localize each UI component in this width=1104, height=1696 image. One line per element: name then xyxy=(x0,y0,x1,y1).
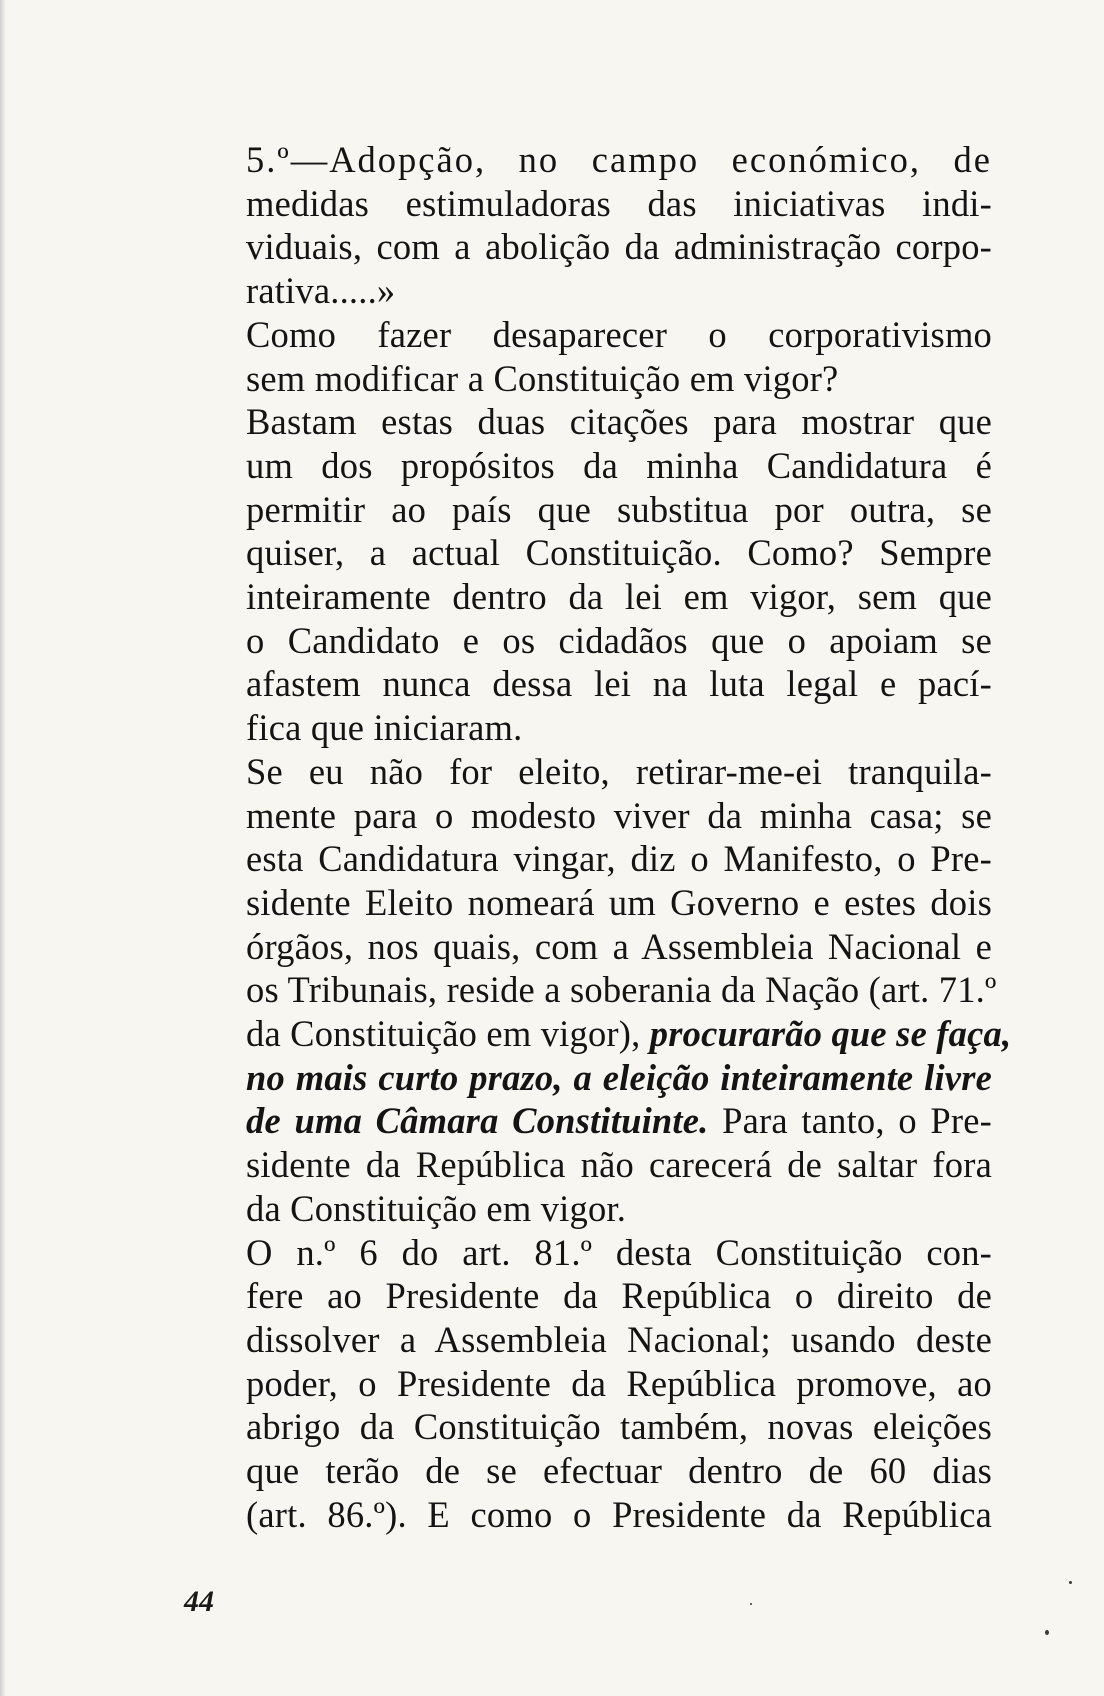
text-line: inteiramente dentro da lei em vigor, sem que xyxy=(246,576,992,618)
text-line: Como fazer desaparecer o corporativismo xyxy=(246,313,992,355)
emphasis-text: no mais curto prazo, a eleição inteiramente livre xyxy=(246,1056,992,1098)
text-line: (art. 86.º). E como o Presidente da República xyxy=(246,1493,992,1535)
text-line: quiser, a actual Constituição. Como? Sempre xyxy=(246,532,992,574)
text-line: rativa.....» xyxy=(246,270,396,312)
text-line: sidente da República não carecerá de saltar fora xyxy=(246,1144,992,1186)
paragraph-4 xyxy=(186,750,1012,1231)
text-line: 5.º—Adopção, no campo económico, de xyxy=(246,139,992,180)
text-line: dissolver a Assembleia Nacional; usando deste xyxy=(246,1318,992,1360)
page-number: 44 xyxy=(184,1585,214,1618)
text-line: o Candidato e os cidadãos que o apoiam se xyxy=(246,619,992,661)
paragraph-3 xyxy=(186,400,992,750)
text-line xyxy=(186,1012,1012,1056)
text-line: da Constituição em vigor. xyxy=(246,1187,627,1229)
line-plain-part: da Constituição em vigor), xyxy=(246,1013,641,1055)
paragraph-5 xyxy=(186,1231,992,1537)
page-edge-shadow xyxy=(0,0,6,1696)
text-line: um dos propósitos da minha Candidatura é xyxy=(246,444,992,486)
text-line: O n.º 6 do art. 81.º desta Constituição con- xyxy=(246,1231,992,1273)
text-line: permitir ao país que substitua por outra, se xyxy=(246,488,992,530)
text-line: afastem nunca dessa lei na luta legal e pací- xyxy=(246,663,992,705)
paragraph-2 xyxy=(186,313,992,400)
line-plain-part: Para tanto, o Pre- xyxy=(722,1100,992,1142)
text-line: viduais, com a abolição da administração corpo- xyxy=(246,226,992,268)
text-line: órgãos, nos quais, com a Assembleia Nacional e xyxy=(246,925,992,967)
text-line: Bastam estas duas citações para mostrar que xyxy=(246,401,992,443)
text-line: esta Candidatura vingar, diz o Manifesto, o Pre- xyxy=(246,838,992,880)
text-line: abrigo da Constituição também, novas eleições xyxy=(246,1406,992,1448)
print-speck xyxy=(750,1603,752,1605)
text-line: mente para o modesto viver da minha casa; se xyxy=(246,794,992,836)
text-line: que terão de se efectuar dentro de 60 dias xyxy=(246,1450,992,1492)
emphasis-text: de uma Câmara Constituinte. xyxy=(246,1100,709,1142)
text-line: fere ao Presidente da República o direito de xyxy=(246,1275,992,1317)
text-line xyxy=(186,1099,992,1143)
text-line: medidas estimuladoras das iniciativas indi- xyxy=(246,182,992,224)
print-speck xyxy=(1069,1581,1072,1584)
text-line: sem modificar a Constituição em vigor? xyxy=(246,357,839,399)
text-line: sidente Eleito nomeará um Governo e estes dois xyxy=(246,881,992,923)
print-speck xyxy=(1045,1630,1049,1635)
text-line: fica que iniciaram. xyxy=(246,707,523,749)
paragraph-1 xyxy=(186,138,992,313)
emphasis-text: procurarão que se faça, xyxy=(649,1013,1012,1055)
text-line: poder, o Presidente da República promove, ao xyxy=(246,1362,992,1404)
text-line: os Tribunais, reside a soberania da Nação (art. 71.º xyxy=(246,969,997,1011)
body-text xyxy=(186,138,1012,1537)
text-line: Se eu não for eleito, retirar-me-ei tranquila- xyxy=(246,750,992,792)
